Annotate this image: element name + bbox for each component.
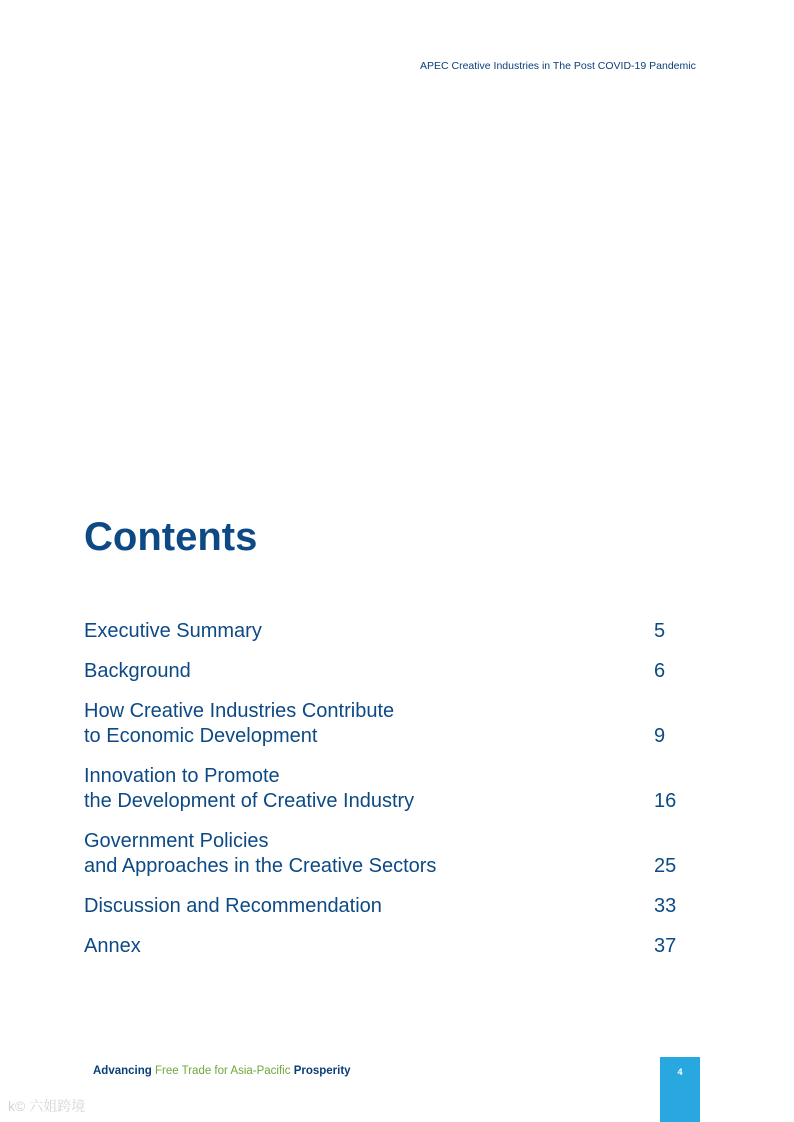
table-of-contents [84,619,684,974]
toc-entry-title [84,934,141,959]
page-number-box [660,1057,700,1122]
toc-entry-title-line: How Creative Industries Contribute [84,700,395,722]
toc-entry-page: 6 [654,660,666,682]
toc-entry-title-line: and Approaches in the Creative Sectors [84,855,437,877]
tagline-middle: Free Trade for Asia-Pacific [151,1065,294,1077]
toc-entry-page: 5 [654,620,666,642]
toc-entry-title [84,619,262,644]
toc-entry-title [84,699,394,749]
toc-entry-title [84,894,382,919]
toc-entry-title-line: Executive Summary [84,620,262,642]
toc-entry-page: 9 [654,725,666,747]
toc-entry-title [84,659,191,684]
contents-heading: Contents [84,515,258,559]
toc-entry-background[interactable] [84,659,684,684]
page-number: 4 [677,1067,683,1077]
toc-entry-title-line: Discussion and Recommendation [84,895,382,917]
watermark: k© 六姐跨境 [8,1098,86,1114]
toc-entry-title [84,829,436,879]
toc-entry-government-policies[interactable] [84,829,684,879]
toc-entry-title-line: to Economic Development [84,725,318,747]
toc-entry-page: 25 [654,855,677,877]
toc-entry-discussion[interactable] [84,894,684,919]
toc-entry-title-line: the Development of Creative Industry [84,790,415,812]
toc-entry-creative-industries-contribute[interactable] [84,699,684,749]
toc-entry-page: 33 [654,895,677,917]
footer-tagline [93,1065,351,1077]
toc-entry-executive-summary[interactable] [84,619,684,644]
toc-entry-innovation[interactable] [84,764,684,814]
running-header: APEC Creative Industries in The Post COVID-19 Pandemic [420,60,696,72]
tagline-prosperity: Prosperity [293,1065,351,1077]
toc-entry-page: 16 [654,790,677,812]
toc-entry-annex[interactable] [84,934,684,959]
toc-entry-title-line: Annex [84,935,141,957]
toc-entry-title-line: Innovation to Promote [84,765,280,787]
tagline-advancing: Advancing [93,1065,152,1077]
toc-entry-title-line: Background [84,660,191,682]
toc-entry-title-line: Government Policies [84,830,269,852]
toc-entry-title [84,764,414,814]
toc-entry-page: 37 [654,935,677,957]
